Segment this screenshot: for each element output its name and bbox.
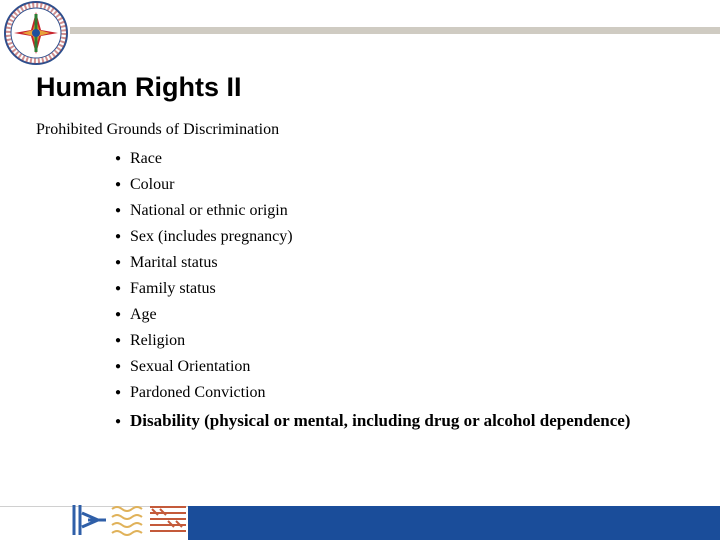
list-item-text: Family status — [130, 280, 216, 297]
list-item — [113, 380, 633, 406]
list-item-text: Disability (physical or mental, including drug or alcohol dependence) — [130, 411, 631, 430]
list-item-text: Marital status — [130, 254, 218, 271]
list-item-text: Race — [130, 150, 162, 167]
list-item-text: National or ethnic origin — [130, 202, 288, 219]
bullet-icon: ● — [115, 361, 122, 372]
list-item-text: Religion — [130, 332, 186, 349]
list-item-text: Pardoned Conviction — [130, 384, 266, 401]
list-item-text: Sex (includes pregnancy) — [130, 228, 293, 245]
bullet-icon: ● — [115, 231, 122, 242]
footer-pattern-icon — [0, 497, 190, 540]
bullet-icon: ● — [115, 416, 122, 427]
bullet-icon: ● — [115, 309, 122, 320]
list-item-text: Colour — [130, 176, 175, 193]
list-item-text: Age — [130, 306, 157, 323]
list-item — [113, 146, 633, 172]
bullet-icon: ● — [115, 387, 122, 398]
slide-subtitle: Prohibited Grounds of Discrimination — [36, 121, 280, 138]
bullet-icon: ● — [115, 335, 122, 346]
list-item-text: Sexual Orientation — [130, 358, 251, 375]
bullet-icon: ● — [115, 205, 122, 216]
bullet-icon: ● — [115, 283, 122, 294]
list-item — [113, 276, 633, 302]
list-item — [113, 224, 633, 250]
list-item — [113, 198, 633, 224]
organization-logo-icon — [0, 0, 72, 66]
bullet-icon: ● — [115, 179, 122, 190]
list-item-disability — [113, 410, 633, 432]
bullet-icon: ● — [115, 257, 122, 268]
list-item — [113, 172, 633, 198]
slide-title: Human Rights II — [36, 72, 242, 102]
footer-bar — [188, 506, 720, 540]
list-item — [113, 302, 633, 328]
list-item — [113, 250, 633, 276]
bullet-icon: ● — [115, 153, 122, 164]
grounds-list — [113, 146, 633, 432]
list-item — [113, 354, 633, 380]
header-rule — [70, 27, 720, 34]
list-item — [113, 328, 633, 354]
